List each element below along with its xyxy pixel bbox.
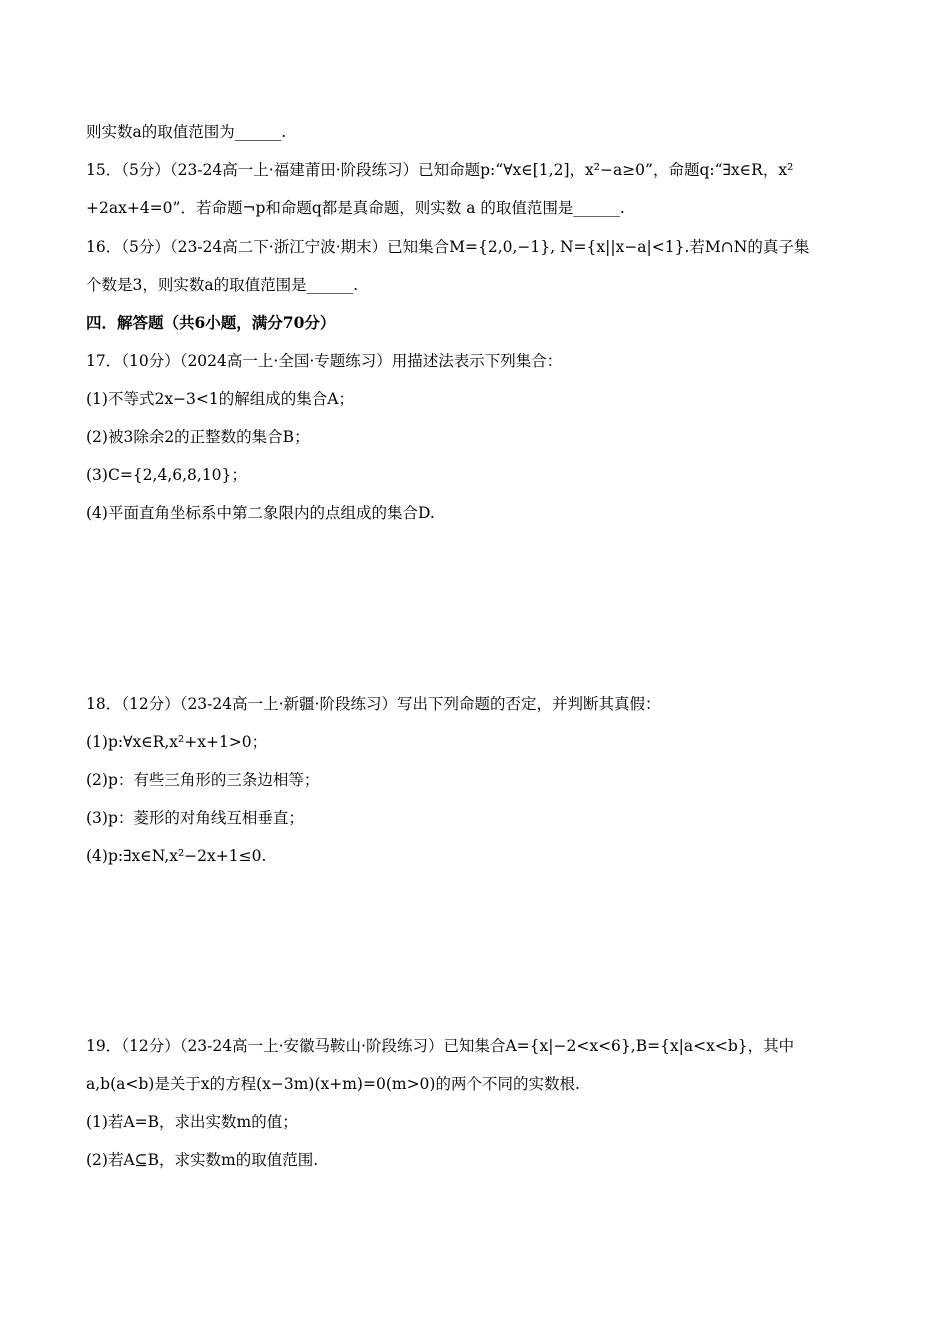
q17-part-4: (4)平面直角坐标系中第二象限内的点组成的集合D. bbox=[86, 504, 435, 522]
q18-part-2: (2)p：有些三角形的三条边相等； bbox=[86, 771, 320, 789]
q17-part-3: (3)C={2,4,6,8,10}； bbox=[86, 466, 247, 484]
q18-stem: 18．（12分）（23-24高一上·新疆·阶段练习）写出下列命题的否定，并判断其真假： bbox=[86, 695, 661, 713]
section-heading: 四．解答题（共6小题，满分70分） bbox=[86, 313, 336, 332]
q19-part-1: (1)若A=B，求出实数m的值； bbox=[86, 1113, 298, 1131]
q18-part-1: (1)p:∀x∈R,x²+x+1>0； bbox=[86, 733, 268, 751]
q16-line-1: 16．（5分）（23-24高二下·浙江宁波·期末）已知集合M={2,0,−1}, N={x||x−a|<1}.若M∩N的真子集 bbox=[86, 238, 810, 256]
q18-part-4: (4)p:∃x∈N,x²−2x+1≤0. bbox=[86, 847, 267, 865]
q17-part-2: (2)被3除余2的正整数的集合B； bbox=[86, 428, 310, 446]
q16-line-2: 个数是3，则实数a的取值范围是______. bbox=[86, 276, 359, 294]
q14-continuation: 则实数a的取值范围为______. bbox=[86, 123, 287, 141]
q17-part-1: (1)不等式2x−3<1的解组成的集合A； bbox=[86, 390, 354, 408]
q15-line-2: +2ax+4=0”．若命题¬p和命题q都是真命题，则实数 a 的取值范围是______. bbox=[86, 199, 625, 217]
q17-stem: 17．（10分）（2024高一上·全国·专题练习）用描述法表示下列集合： bbox=[86, 352, 563, 370]
q19-stem-line-2: a,b(a<b)是关于x的方程(x−3m)(x+m)=0(m>0)的两个不同的实数根. bbox=[86, 1075, 580, 1093]
q19-stem-line-1: 19．（12分）（23-24高一上·安徽马鞍山·阶段练习）已知集合A={x|−2<x<6},B={x|a<x<b}，其中 bbox=[86, 1037, 795, 1055]
q18-part-3: (3)p：菱形的对角线互相垂直； bbox=[86, 809, 304, 827]
q15-line-1: 15．（5分）（23-24高一上·福建莆田·阶段练习）已知命题p:“∀x∈[1,2]，x²−a≥0”，命题q:“∃x∈R，x² bbox=[86, 161, 794, 179]
q19-part-2: (2)若A⊆B，求实数m的取值范围. bbox=[86, 1151, 319, 1169]
